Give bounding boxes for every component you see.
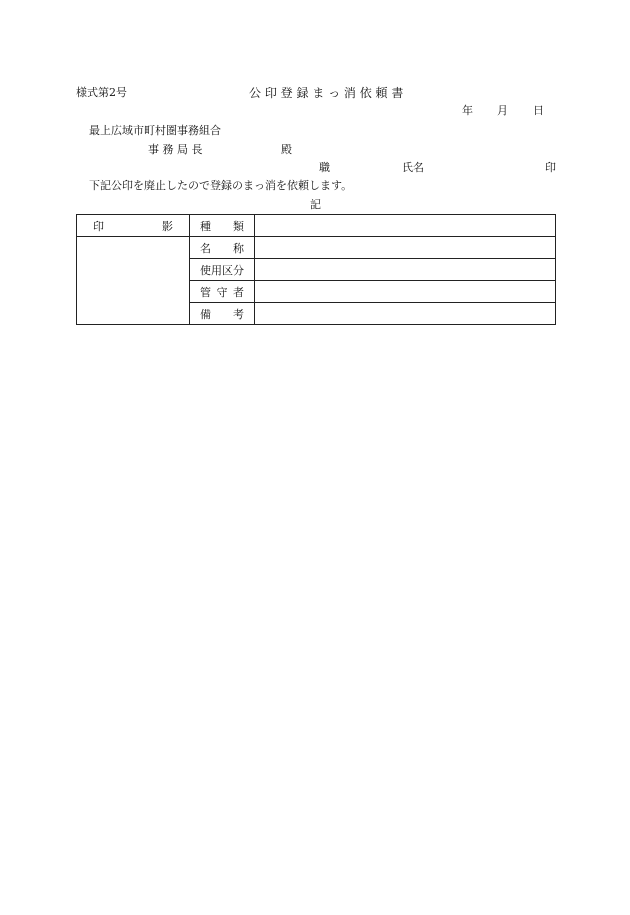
imprint-header-char: 影 <box>162 219 173 233</box>
addressee-position: 事 務 局 長 <box>148 143 203 156</box>
ki-heading: 記 <box>310 198 321 211</box>
addressee-organization: 最上広域市町村圏事務組合 <box>89 124 221 137</box>
label-char: 考 <box>233 307 244 321</box>
label-char: 守 <box>216 285 228 299</box>
value-type[interactable] <box>255 215 556 237</box>
table-row <box>77 215 556 237</box>
label-char: 備 <box>200 307 211 321</box>
label-char: 名 <box>200 241 211 255</box>
row-label-name <box>190 237 255 259</box>
value-usage[interactable] <box>255 259 556 281</box>
imprint-header-cell <box>77 215 190 237</box>
addressee-honorific: 殿 <box>281 143 292 156</box>
label-char: 種 <box>200 219 211 233</box>
row-label-type <box>190 215 255 237</box>
statement-text: 下記公印を廃止したので登録のまっ消を依頼します。 <box>89 179 353 192</box>
table-row <box>77 237 556 259</box>
label-char: 者 <box>233 285 244 299</box>
applicant-name-label: 氏名 <box>402 161 424 174</box>
value-custodian[interactable] <box>255 281 556 303</box>
applicant-seal-label: 印 <box>545 161 556 174</box>
date-month: 月 <box>497 104 508 117</box>
label-char: 称 <box>233 241 244 255</box>
date-year: 年 <box>462 104 473 117</box>
label-char: 類 <box>233 219 244 233</box>
value-name[interactable] <box>255 237 556 259</box>
document-title: 公 印 登 録 ま っ 消 依 頼 書 <box>249 86 404 100</box>
row-label-usage <box>190 259 255 281</box>
form-number: 様式第2号 <box>76 86 127 99</box>
date-day: 日 <box>533 104 544 117</box>
seal-table <box>76 214 556 325</box>
row-label-remarks <box>190 303 255 325</box>
label-text: 使用区分 <box>200 263 244 277</box>
applicant-position-label: 職 <box>319 161 330 174</box>
label-char: 管 <box>200 285 211 299</box>
row-label-custodian <box>190 281 255 303</box>
value-remarks[interactable] <box>255 303 556 325</box>
imprint-header-char: 印 <box>93 219 104 233</box>
imprint-area[interactable] <box>77 237 190 325</box>
